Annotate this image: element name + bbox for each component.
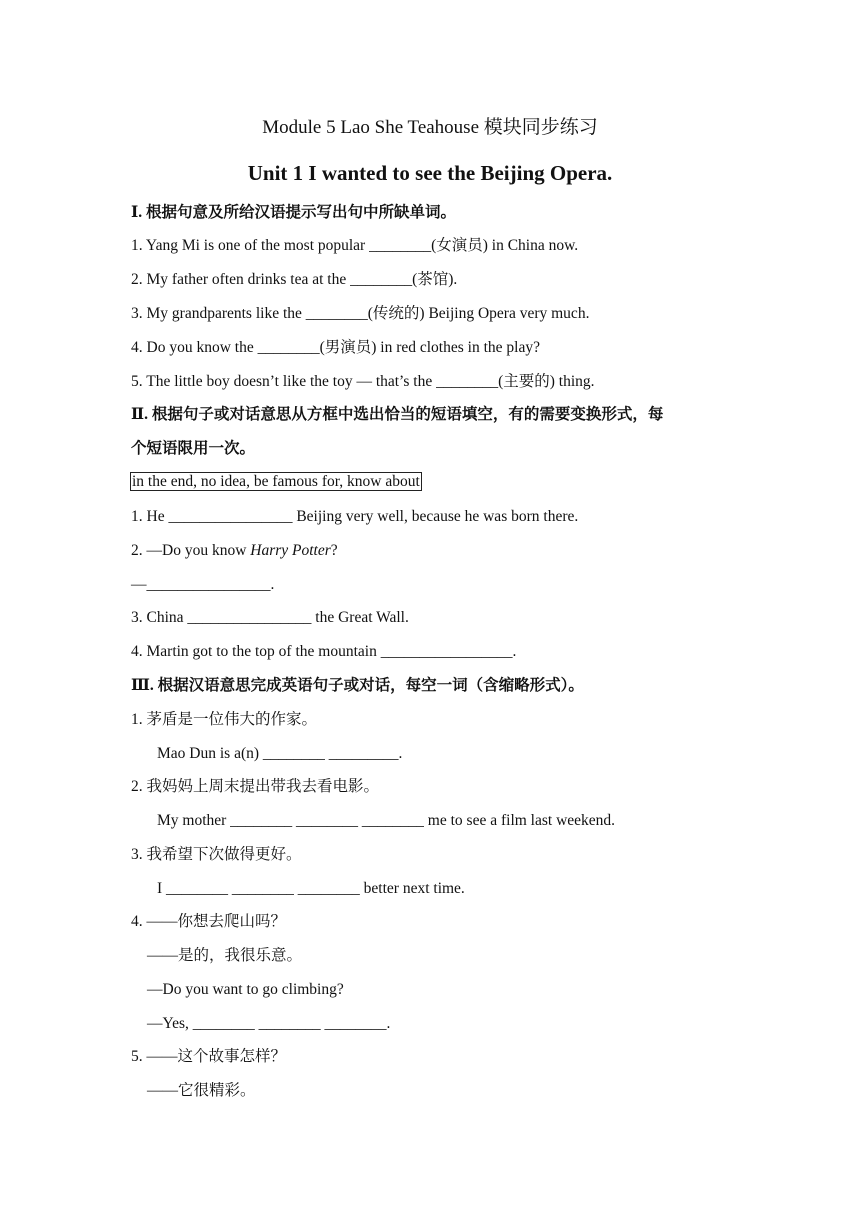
section-3-q4-chinese-1: 4. ——你想去爬山吗？ — [131, 913, 287, 930]
section-3-q3-chinese: 3. 我希望下次做得更好。 — [131, 846, 302, 863]
section-2-item-2 — [131, 541, 338, 561]
section-3-q1-chinese: 1. 茅盾是一位伟大的作家。 — [131, 711, 318, 728]
section-3-q2-chinese: 2. 我妈妈上周末提出带我去看电影。 — [131, 778, 380, 795]
section-2-item-3: 3. China ________________ the Great Wall. — [131, 609, 409, 626]
phrase-box — [130, 472, 422, 492]
section-1-heading: Ⅰ. 根据句意及所给汉语提示写出句中所缺单词。 — [131, 204, 457, 221]
section-1-item-1: 1. Yang Mi is one of the most popular ________(女演员) in China now. — [131, 237, 579, 254]
section-3-q2-english: My mother ________ ________ ________ me to see a film last weekend. — [157, 812, 616, 829]
section-2-heading-line-2: 个短语限用一次。 — [131, 440, 256, 457]
phrase-box-text: in the end, no idea, be famous for, know about — [132, 473, 420, 490]
section-3-q3-english: I ________ ________ ________ better next time. — [157, 880, 465, 897]
section-2-item-2-suffix: ? — [330, 542, 338, 559]
section-1-item-4: 4. Do you know the ________(男演员) in red clothes in the play? — [131, 339, 540, 356]
section-2-item-2-answer: —________________. — [131, 576, 275, 593]
section-3-q1-english: Mao Dun is a(n) ________ _________. — [157, 745, 403, 762]
section-1-item-5: 5. The little boy doesn’t like the toy — that’s the ________(主要的) thing. — [131, 373, 595, 390]
section-3-q5-chinese-1: 5. ——这个故事怎样？ — [131, 1048, 287, 1065]
section-1-item-3: 3. My grandparents like the ________(传统的) Beijing Opera very much. — [131, 305, 590, 322]
unit-title: Unit 1 I wanted to see the Beijing Opera. — [247, 161, 613, 185]
document-title: Module 5 Lao She Teahouse 模块同步练习 — [262, 117, 598, 138]
section-3-q4-chinese-2: ——是的，我很乐意。 — [147, 947, 303, 964]
section-2-item-1: 1. He ________________ Beijing very well, because he was born there. — [131, 508, 579, 525]
section-3-q4-english-2: —Yes, ________ ________ ________. — [147, 1015, 391, 1032]
section-3-q4-english-1: —Do you want to go climbing? — [147, 981, 344, 998]
book-title: Harry Potter — [250, 542, 331, 559]
section-2-item-2-prefix: 2. —Do you know — [131, 542, 251, 559]
section-3-heading: Ⅲ. 根据汉语意思完成英语句子或对话，每空一词（含缩略形式）。 — [131, 677, 584, 694]
section-1-item-2: 2. My father often drinks tea at the ________(茶馆). — [131, 271, 458, 288]
section-2-item-4: 4. Martin got to the top of the mountain _________________. — [131, 643, 517, 660]
section-2-heading-line-1: Ⅱ. 根据句子或对话意思从方框中选出恰当的短语填空，有的需要变换形式，每 — [131, 406, 664, 423]
section-3-q5-chinese-2: ——它很精彩。 — [147, 1082, 256, 1099]
